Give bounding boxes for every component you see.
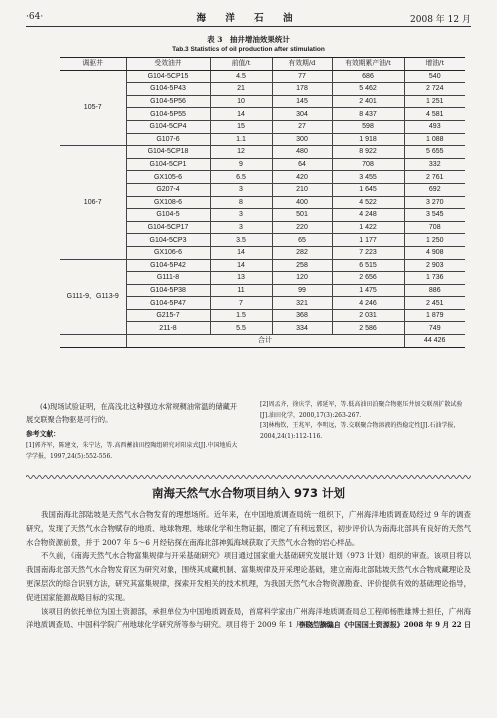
injector-well-cell: G111-9、G113-9 (60, 259, 126, 335)
table-cell: G104-5CP4 (126, 120, 210, 133)
oil-production-table (60, 57, 465, 348)
table-cell: 1 177 (332, 234, 404, 247)
table-cell: 886 (404, 284, 465, 297)
table-cell: 210 (272, 183, 332, 196)
table-cell: 321 (272, 297, 332, 310)
left-column (26, 400, 240, 462)
table-cell: 692 (404, 183, 465, 196)
table-cell: 1 475 (332, 284, 404, 297)
table-header-row (60, 58, 465, 71)
column-header: 调驱井 (60, 58, 126, 71)
table-cell: 540 (404, 70, 465, 83)
table-cell: 2 724 (404, 83, 465, 96)
reference-3: [3]林梅钦，王兆军，李明远，等.交联聚合物溶液的热稳定性[J].石油学报，2004,24(1):112-116. (260, 422, 460, 440)
table-cell: 4 246 (332, 297, 404, 310)
table-cell: G104-5P42 (126, 259, 210, 272)
table-cell: G104-5CP3 (126, 234, 210, 247)
page-header (26, 10, 471, 26)
column-header: 前值/t (210, 58, 272, 71)
table-cell: 708 (332, 158, 404, 171)
table-total-row (60, 335, 465, 348)
table-cell: 493 (404, 120, 465, 133)
table-cell: 5.5 (210, 322, 272, 335)
table-cell: 12 (210, 146, 272, 159)
table-cell: GX108-6 (126, 196, 210, 209)
table-cell: 145 (272, 95, 332, 108)
table-cell: 64 (272, 158, 332, 171)
table-cell: 368 (272, 309, 332, 322)
table-cell: 400 (272, 196, 332, 209)
table-cell: 7 (210, 297, 272, 310)
references-heading: 参考文献： (26, 430, 60, 438)
injector-well-cell: 105-7 (60, 70, 126, 146)
table-cell: 4 522 (332, 196, 404, 209)
conclusion-paragraph: (4)现场试验证明，在高浅北这种强边水常规稠油常温的储藏开展交联聚合物驱是可行的。 (26, 402, 238, 424)
table-cell: 8 922 (332, 146, 404, 159)
table-cell: 3 (210, 221, 272, 234)
table-cell: 708 (404, 221, 465, 234)
table-cell: 3.5 (210, 234, 272, 247)
table-cell: G104-5P55 (126, 108, 210, 121)
table-cell: 749 (404, 322, 465, 335)
article-paragraph: 不久前，《南海天然气水合物富集规律与开采基础研究》项目通过国家重大基础研究发展计划（973 计划）组织的审查。该项目将以我国南海北部天然气水合物发育区为研究对象，围绕其成藏机制、富集规律及开采理论基础，建立南海北部陆坡天然气水合物成藏理论及更深层次的综合识别方法，研究其富集规律，探索开发相关的技术机理，为我国天然气水合物资源勘查、评价提供有效的基础理论指导，促进国家能源战略目标的实现。 (26, 551, 471, 602)
table-cell: 99 (272, 284, 332, 297)
table-cell (60, 335, 126, 348)
table-cell: 120 (272, 272, 332, 285)
page-number: ·64· (26, 12, 44, 22)
table-cell: G104-5P43 (126, 83, 210, 96)
table-cell: G104-5P47 (126, 297, 210, 310)
table-caption: 表 3 抽井增油效果统计 (207, 35, 290, 44)
table-cell: 2 031 (332, 309, 404, 322)
article-signature: 李晓兰摘编自《中国国土资源报》2008 年 9 月 22 日 (298, 620, 471, 630)
table-cell: 304 (272, 108, 332, 121)
table-cell: 1 918 (332, 133, 404, 146)
table-cell: 7 223 (332, 246, 404, 259)
table-cell: 2 656 (332, 272, 404, 285)
article-paragraph: 我国南海北部陆坡是天然气水合物发育的理想场所。近年来，在中国地质调查局统一组织下，广州海洋地质调查局经过 9 年的调查研究，发现了天然气水合物赋存的地质、地球物理、地球化学和生物证据，圈定了有利远景区，初步评价认为南海北部具有良好的天然气水合物资源前景，并于 2007 年 5～6 月经钻探在南海北部神狐海域获取了天然气水合物的岩心样品。 (26, 510, 471, 547)
table-cell: 282 (272, 246, 332, 259)
table-cell: 1 251 (404, 95, 465, 108)
table-cell: 14 (210, 108, 272, 121)
table-cell: 8 (210, 196, 272, 209)
table-cell: 5 655 (404, 146, 465, 159)
table-cell: G104-5 (126, 209, 210, 222)
table-cell: 178 (272, 83, 332, 96)
table-cell: 2 761 (404, 171, 465, 184)
table-cell: 1.5 (210, 309, 272, 322)
table-cell: 11 (210, 284, 272, 297)
table-cell: 3 270 (404, 196, 465, 209)
table-cell: 211-8 (126, 322, 210, 335)
table-cell: 14 (210, 259, 272, 272)
table-cell: 220 (272, 221, 332, 234)
table-cell: 1 736 (404, 272, 465, 285)
journal-name: 海 洋 石 油 (196, 13, 301, 24)
table-cell: G104-5P38 (126, 284, 210, 297)
table-cell: 4 581 (404, 108, 465, 121)
header-rule (26, 26, 471, 27)
table-cell: 1 422 (332, 221, 404, 234)
table-cell: 480 (272, 146, 332, 159)
article-title: 南海天然气水合物项目纳入 973 计划 (151, 486, 345, 500)
table-cell: G207-4 (126, 183, 210, 196)
article-paragraph: 该项目的依托单位为国土资源部，承担单位为中国地质调查局，首席科学家由广州海洋地质调查局总工程师杨胜雄博士担任，广州海洋地质调查局、中国科学院广州地球化学研究所等参与研究。项目将于 2009 年 1 月正式启动。 (26, 606, 471, 630)
table-cell: 3 455 (332, 171, 404, 184)
table-cell: 332 (404, 158, 465, 171)
issue-date: 2008 年 12 月 (410, 15, 471, 25)
table-cell: 2 903 (404, 259, 465, 272)
table-cell: GX106-6 (126, 246, 210, 259)
table-cell: 1 645 (332, 183, 404, 196)
table-cell: 27 (272, 120, 332, 133)
table-caption-en: Tab.3 Statistics of oil production after stimulation (172, 46, 325, 53)
table-cell: 1 088 (404, 133, 465, 146)
table-cell: G104-5CP17 (126, 221, 210, 234)
right-column (260, 400, 470, 442)
table-cell: 2 451 (404, 297, 465, 310)
table-cell: 9 (210, 158, 272, 171)
table-cell: 4 908 (404, 246, 465, 259)
table-cell: GX105-6 (126, 171, 210, 184)
table-cell: 3 (210, 183, 272, 196)
table-cell: 21 (210, 83, 272, 96)
table-cell: G104-5CP15 (126, 70, 210, 83)
total-label: 合计 (126, 335, 404, 348)
table-cell: 1.1 (210, 133, 272, 146)
column-header: 受效油井 (126, 58, 210, 71)
table-cell: G104-5CP1 (126, 158, 210, 171)
table-cell: 6 515 (332, 259, 404, 272)
table-cell: 258 (272, 259, 332, 272)
table-cell: 2 401 (332, 95, 404, 108)
table-cell: 1 250 (404, 234, 465, 247)
reference-1: [1]郭齐军，陈建文，朱宁达，等.高西蓄油田控陶组研究对阳泉式[J].中国地质大学学报，1997,24(5):552-556. (26, 442, 238, 460)
table-cell: 4 248 (332, 209, 404, 222)
table-cell: 6.5 (210, 171, 272, 184)
table-cell: 13 (210, 272, 272, 285)
table-cell: 8 437 (332, 108, 404, 121)
table-cell: G111-8 (126, 272, 210, 285)
column-header: 增油/t (404, 58, 465, 71)
table-cell: 1 879 (404, 309, 465, 322)
table-cell: G107-6 (126, 133, 210, 146)
table-cell: 598 (332, 120, 404, 133)
table-cell: 3 (210, 209, 272, 222)
table-cell: 14 (210, 246, 272, 259)
wavy-divider (26, 474, 471, 480)
table-cell: 420 (272, 171, 332, 184)
table-cell: 65 (272, 234, 332, 247)
injector-well-cell: 106-7 (60, 146, 126, 259)
table-cell: 3 545 (404, 209, 465, 222)
column-header: 有效期/d (272, 58, 332, 71)
table-cell: 5 462 (332, 83, 404, 96)
table-cell: G215-7 (126, 309, 210, 322)
article-body (26, 508, 471, 632)
table-cell: 334 (272, 322, 332, 335)
table-cell: G104-5CP18 (126, 146, 210, 159)
table-cell: 501 (272, 209, 332, 222)
table-cell: 77 (272, 70, 332, 83)
table-cell: 4.5 (210, 70, 272, 83)
table-row (60, 146, 465, 159)
table-cell: G104-5P56 (126, 95, 210, 108)
table-cell: 300 (272, 133, 332, 146)
reference-2: [2]周孟齐，徐庆学，郭延军，等.低高油田泊聚合物驱压井加交联剂扩散试验[J].油田化学，2000,17(3):263-267. (260, 401, 463, 419)
table-cell: 2 586 (332, 322, 404, 335)
column-header: 有效期累产油/t (332, 58, 404, 71)
table-cell: 686 (332, 70, 404, 83)
table-cell: 10 (210, 95, 272, 108)
table-row (60, 70, 465, 83)
table-row (60, 259, 465, 272)
table-cell: 15 (210, 120, 272, 133)
total-value: 44 426 (404, 335, 465, 348)
